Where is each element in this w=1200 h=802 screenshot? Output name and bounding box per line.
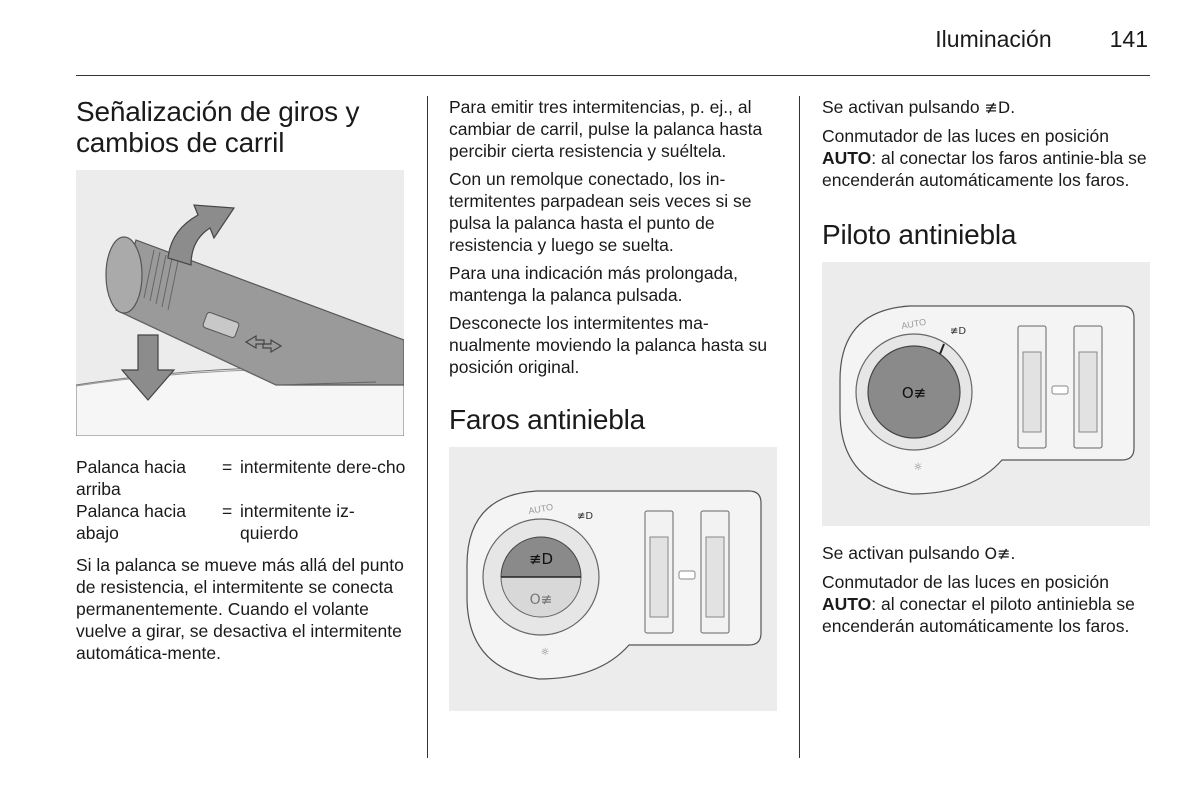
fog-light-icon: ≢D <box>984 98 1011 117</box>
page-header <box>935 26 1148 53</box>
section-heading-fog-lights: Faros antiniebla <box>449 404 646 435</box>
column-divider-2 <box>799 96 800 758</box>
rear-fog-switch-figure <box>822 262 1150 526</box>
svg-text:O≢: O≢ <box>901 384 927 402</box>
page-number: 141 <box>1109 26 1148 52</box>
paragraph: Para emitir tres intermitencias, p. ej., al cambiar de carril, pulse la palanca hasta percibir cierta resistencia y suéltela. <box>449 97 763 161</box>
svg-text:☼: ☼ <box>913 462 923 473</box>
svg-text:≢D: ≢D <box>577 511 594 522</box>
section-title: Iluminación <box>935 26 1052 52</box>
section-heading-rear-fog: Piloto antiniebla <box>822 219 1017 250</box>
rear-fog-light-icon: O≢ <box>984 544 1011 563</box>
paragraph: Desconecte los intermitentes ma-nualmente moviendo la palanca hasta su posición original. <box>449 313 768 377</box>
column-2 <box>449 96 779 711</box>
svg-text:≢D: ≢D <box>528 550 554 568</box>
svg-text:☼: ☼ <box>540 647 550 658</box>
definition-row: Palanca hacia arriba = intermitente dere-cho <box>76 457 406 499</box>
svg-text:O≢: O≢ <box>529 592 553 608</box>
lever-definition-list <box>76 456 406 544</box>
turn-signal-lever-illustration <box>76 170 404 436</box>
paragraph: Con un remolque conectado, los in-termitentes parpadean seis veces si se pulsa la palanca hasta el punto de resistencia y luego se suelta. <box>449 169 752 255</box>
svg-text:AUTO: AUTO <box>900 316 927 331</box>
svg-text:≢D: ≢D <box>950 326 967 337</box>
column-divider-1 <box>427 96 428 758</box>
paragraph: Se activan pulsando ≢D. <box>822 97 1016 117</box>
fog-light-switch-figure <box>449 447 777 711</box>
paragraph: Se activan pulsando O≢. <box>822 543 1016 563</box>
column-1 <box>76 96 406 670</box>
header-rule <box>76 75 1150 76</box>
paragraph: Para una indicación más prolongada, mantenga la palanca pulsada. <box>449 263 738 305</box>
paragraph: Conmutador de las luces en posición AUTO: al conectar el piloto antiniebla se encenderán automáticamente los faros. <box>822 572 1135 636</box>
column-3 <box>822 96 1152 643</box>
light-switch-panel-illustration <box>822 262 1150 526</box>
definition-row: Palanca hacia abajo = intermitente iz-quierdo <box>76 501 355 543</box>
turn-signal-lever-figure <box>76 170 404 436</box>
section-heading-turn-signals: Señalización de giros y cambios de carril <box>76 96 360 158</box>
light-switch-panel-illustration <box>449 447 777 711</box>
svg-text:AUTO: AUTO <box>527 501 554 516</box>
paragraph: Si la palanca se mueve más allá del punto de resistencia, el intermitente se conecta permanentemente. Cuando el volante vuelve a girar, se desactiva el intermitente automática-mente. <box>76 555 404 663</box>
paragraph: Conmutador de las luces en posición AUTO: al conectar los faros antinie-bla se encenderán automáticamente los faros. <box>822 126 1147 190</box>
